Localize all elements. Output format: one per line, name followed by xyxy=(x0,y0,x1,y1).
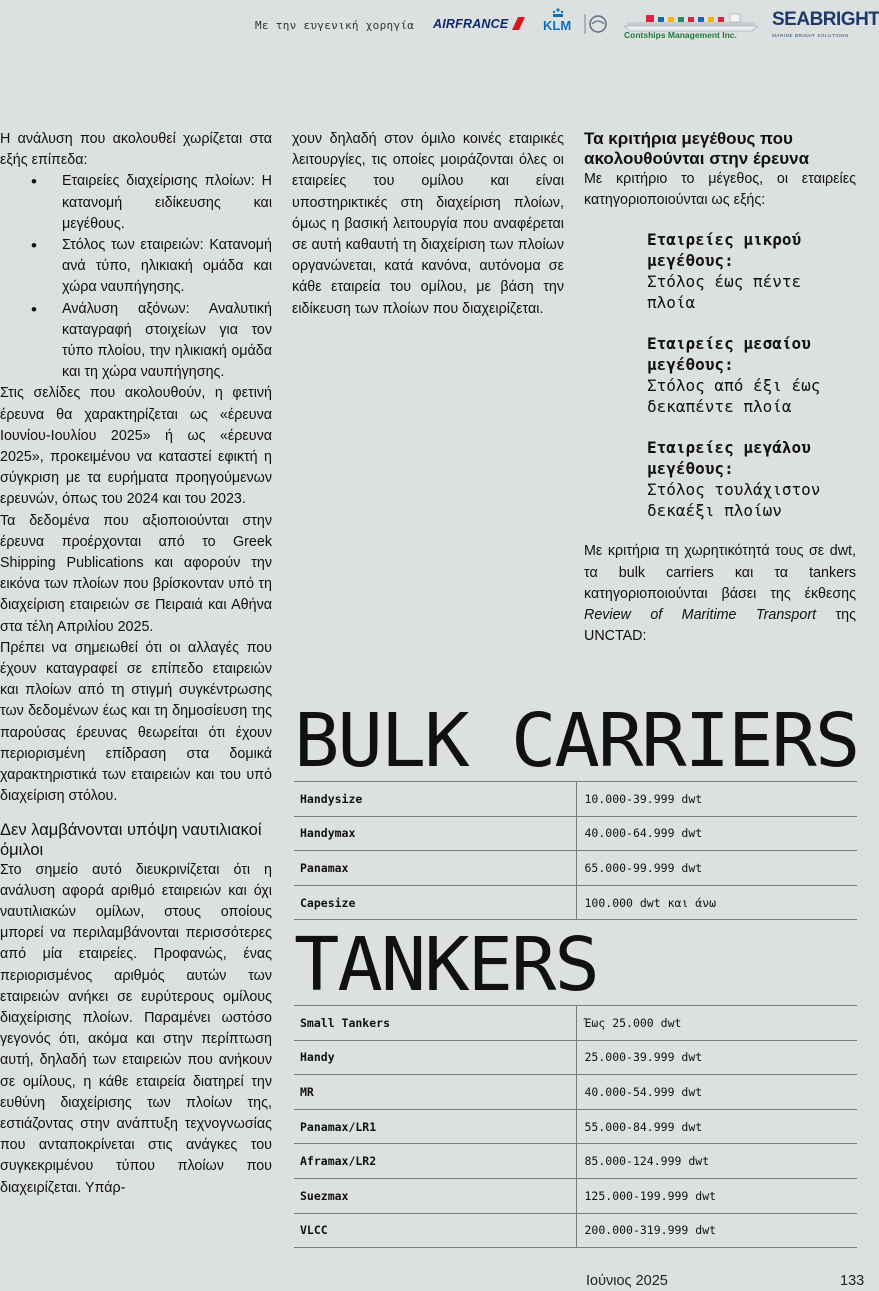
analysis-levels-list xyxy=(0,171,272,383)
table-cell-name: Suezmax xyxy=(294,1178,576,1213)
table-row xyxy=(294,885,857,920)
page-number: 133 xyxy=(840,1273,865,1289)
table-cell-range: 100.000 dwt και άνω xyxy=(576,885,857,920)
paragraph: Πρέπει να σημειωθεί ότι οι αλλαγές που έχουν καταγραφεί σε επίπεδο εταιρειών και πλοίων από τη στιγμή συγκέντρωσης των δεδομένων έως και τη δημοσίευση της παρούσας έρευνας θεωρείται ότι έχουν περιορισμένη επίδραση στα δομικά χαρακτηριστικά των εταιρειών και του υπό διαχείριση στόλου. xyxy=(0,639,272,805)
size-category-desc: Στόλος από έξι έως δεκαπέντε πλοία xyxy=(647,376,821,417)
list-item: • Ανάλυση αξόνων: Αναλυτική καταγραφή στοιχείων για τον τύπο πλοίου, την ηλικιακή ομάδα και τη χώρα ναυπήγησης. xyxy=(62,299,272,384)
analysis-intro: Η ανάλυση που ακολουθεί χωρίζεται στα εξής επίπεδα: xyxy=(0,131,272,169)
table-cell-name: Handy xyxy=(294,1040,576,1075)
section-heading: Δεν λαμβάνονται υπόψη ναυτιλιακοί όμιλοι xyxy=(0,820,262,859)
table-row xyxy=(294,1109,857,1144)
table-row xyxy=(294,1040,857,1075)
table-row xyxy=(294,1075,857,1110)
seabright-tagline: MARINE BRIGHT SOLUTIONS xyxy=(772,33,849,38)
column-1 xyxy=(0,129,272,1199)
section-heading: Τα κριτήρια μεγέθους που ακολουθούνται στην έρευνα xyxy=(584,129,810,168)
klm-crown-icon xyxy=(551,8,565,18)
bulk-carriers-title: BULK CARRIERS xyxy=(294,698,859,784)
table-row xyxy=(294,1006,857,1041)
text-span: της UNCTAD: xyxy=(584,607,856,645)
table-cell-name: VLCC xyxy=(294,1213,576,1248)
tankers-table xyxy=(294,1005,857,1248)
airfrance-slash-icon xyxy=(512,17,525,30)
size-category-small xyxy=(647,229,856,313)
size-category-title: Εταιρείες μικρού μεγέθους: xyxy=(647,230,802,271)
table-cell-range: 55.000-84.999 dwt xyxy=(576,1109,857,1144)
table-cell-range: 65.000-99.999 dwt xyxy=(576,851,857,886)
footer-date: Ιούνιος 2025 xyxy=(586,1273,668,1289)
table-cell-name: Handysize xyxy=(294,782,576,817)
table-cell-name: Small Tankers xyxy=(294,1006,576,1041)
table-cell-range: 200.000-319.999 dwt xyxy=(576,1213,857,1248)
list-item: • Εταιρείες διαχείρισης πλοίων: Η κατανομή ειδίκευσης και μεγέθους. xyxy=(62,171,272,235)
seabright-logo: SEABRIGHT xyxy=(772,9,879,30)
table-cell-name: Panamax/LR1 xyxy=(294,1109,576,1144)
paragraph: Τα δεδομένα που αξιοποιούνται στην έρευνα προέρχονται από το Greek Shipping Publications και αφορούν την εικόνα των πλοίων που βρίσκονταν υπό τη διαχείριση εταιρειών σε Πειραιά και Αθήνα στα τέλη Απριλίου 2025. xyxy=(0,512,272,635)
text-span: Με κριτήρια τη χωρητικότητά τους σε dwt, τα bulk carriers και τα tankers κατηγοριοποιούνται βάσει της έκθεσης xyxy=(584,543,856,602)
paragraph xyxy=(584,541,856,647)
sponsor-text: Με την ευγενική χορηγία xyxy=(255,19,415,32)
table-cell-range: 10.000-39.999 dwt xyxy=(576,782,857,817)
table-row xyxy=(294,816,857,851)
size-categories xyxy=(647,229,856,521)
bulk-carriers-table xyxy=(294,781,857,920)
table-row xyxy=(294,1213,857,1248)
column-2 xyxy=(292,129,564,320)
paragraph: Στο σημείο αυτό διευκρινίζεται ότι η ανάλυση αφορά αριθμό εταιρειών και όχι ναυτιλιακών ομίλων, στους οποίους μπορεί να περιλαμβάνονται περισσότερες από μία εταιρείες. Προφανώς, ένας περιορισμένος αριθμός αυτών των εταιρειών ανήκει σε ευρύτερους ομίλους διαχείρισης πλοίων. Παραμένει ωστόσο γεγονός ότι, ακόμα και στην περίπτωση αυτή, δηλαδή των εταιρειών που ανήκουν σε ομίλους, η κάθε εταιρεία διατηρεί την ευθύνη διαχείρισης των πλοίων της, εστιάζοντας στην ανάπτυξη τεχνογνωσίας που ανταποκρίνεται στις ανάγκες του συγκεκριμένου τύπου πλοίων που διαχειρίζεται. Υπάρ- xyxy=(0,861,272,1196)
table-row xyxy=(294,1178,857,1213)
size-category-large xyxy=(647,437,856,521)
size-category-title: Εταιρείες μεγάλου μεγέθους: xyxy=(647,438,811,479)
table-row xyxy=(294,1144,857,1179)
size-category-desc: Στόλος έως πέντε πλοία xyxy=(647,272,802,313)
table-cell-name: Panamax xyxy=(294,851,576,886)
paragraph: χουν δηλαδή στον όμιλο κοινές εταιρικές λειτουργίες, τις οποίες μοιράζονται όλες οι εταιρείες του ομίλου και είναι υποστηρικτικές στη διαχείριση πλοίων, όμως η βασική λειτουργία που αναφέρεται σε αυτή καθαυτή τη διαχείριση των πλοίων οργανώνεται, κατά κανόνα, αυτόνομα σε κάθε εταιρεία του ομίλου, με βάση την ειδίκευση των πλοίων που διαχειρίζεται. xyxy=(292,131,564,317)
table-cell-name: MR xyxy=(294,1075,576,1110)
paragraph: Στις σελίδες που ακολουθούν, η φετινή έρευνα θα χαρακτηρίζεται ως «έρευνα Ιουνίου-Ιουλίου 2025» ή ως «έρευνα 2025», προκειμένου να καταστεί εφικτή η σύγκριση με τα ευρήματα προηγούμενων ερευνών, όπως του 2024 και του 2023. xyxy=(0,385,272,508)
table-row xyxy=(294,851,857,886)
table-cell-range: 85.000-124.999 dwt xyxy=(576,1144,857,1179)
tankers-title: TANKERS xyxy=(294,922,598,1008)
table-cell-range: 40.000-54.999 dwt xyxy=(576,1075,857,1110)
size-category-desc: Στόλος τουλάχιστον δεκαέξι πλοίων xyxy=(647,480,821,521)
table-cell-range: 125.000-199.999 dwt xyxy=(576,1178,857,1213)
contships-logo: Contships Management Inc. xyxy=(624,30,737,40)
column-3 xyxy=(584,129,856,647)
table-cell-name: Handymax xyxy=(294,816,576,851)
size-category-medium xyxy=(647,333,856,417)
table-cell-name: Aframax/LR2 xyxy=(294,1144,576,1179)
list-item: • Στόλος των εταιρειών: Κατανομή ανά τύπο, ηλικιακή ομάδα και χώρα ναυπήγησης. xyxy=(62,235,272,299)
airfrance-logo: AIRFRANCE xyxy=(433,17,509,31)
table-cell-range: 25.000-39.999 dwt xyxy=(576,1040,857,1075)
size-category-title: Εταιρείες μεσαίου μεγέθους: xyxy=(647,334,811,375)
table-row xyxy=(294,782,857,817)
skyteam-icon xyxy=(584,12,608,36)
table-cell-name: Capesize xyxy=(294,885,576,920)
table-cell-range: 40.000-64.999 dwt xyxy=(576,816,857,851)
paragraph: Με κριτήριο το μέγεθος, οι εταιρείες κατηγοριοποιούνται ως εξής: xyxy=(584,171,856,209)
report-title: Review of Maritime Transport xyxy=(584,607,817,624)
klm-logo: KLM xyxy=(543,18,572,33)
table-cell-range: Έως 25.000 dwt xyxy=(576,1006,857,1041)
